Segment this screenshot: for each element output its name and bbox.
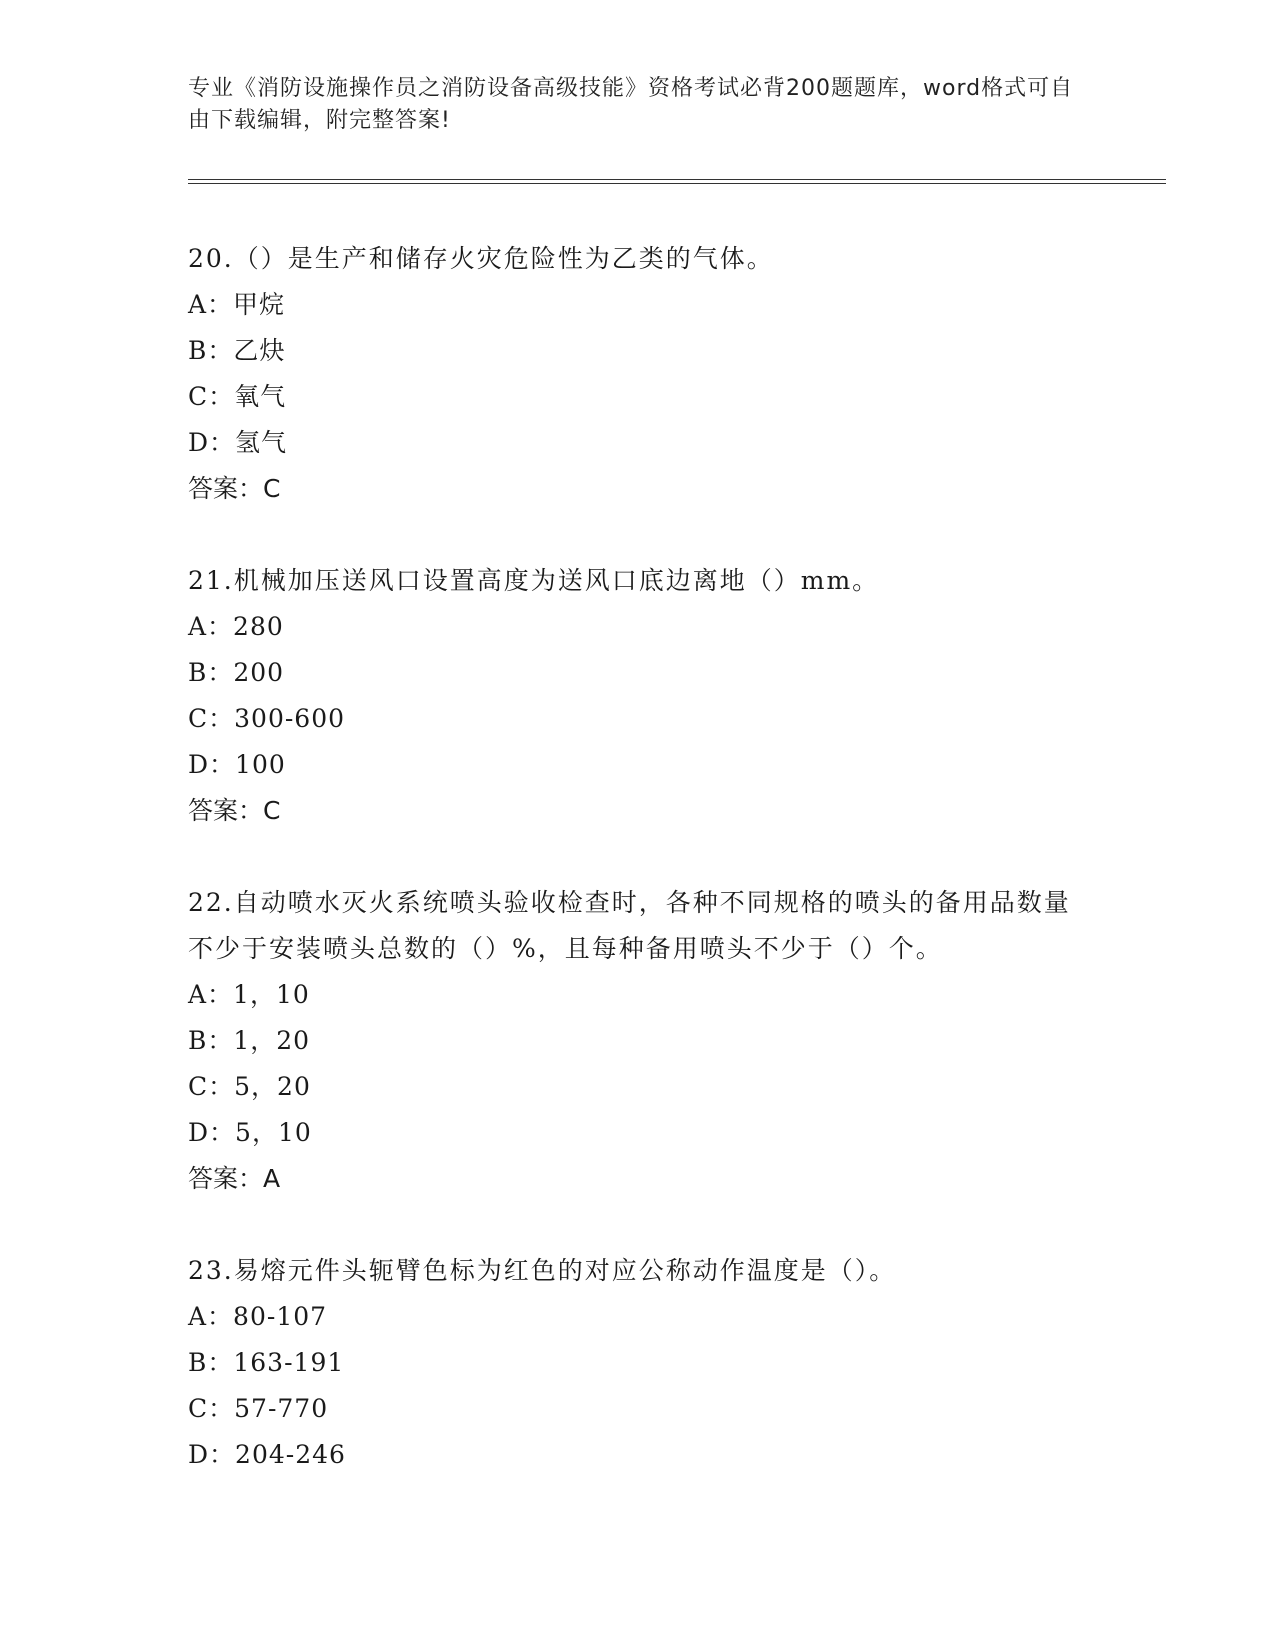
option-b: B：163-191 xyxy=(188,1348,345,1377)
option-c: C：57-770 xyxy=(188,1394,329,1423)
question-stem: 20.（）是生产和储存火灾危险性为乙类的气体。 xyxy=(188,244,774,273)
question-22 xyxy=(188,880,1088,1202)
option-b: B：1，20 xyxy=(188,1026,311,1055)
option-a: A：280 xyxy=(188,612,284,641)
option-a: A：80-107 xyxy=(188,1302,328,1331)
option-b: B：200 xyxy=(188,658,285,687)
option-b: B：乙炔 xyxy=(188,336,286,365)
question-20 xyxy=(188,236,1088,512)
option-a: A：甲烷 xyxy=(188,290,286,319)
header-divider xyxy=(188,179,1166,184)
option-c: C：300-600 xyxy=(188,704,346,733)
question-21 xyxy=(188,558,1088,834)
question-stem: 23.易熔元件头轭臂色标为红色的对应公称动作温度是（）。 xyxy=(188,1256,897,1285)
option-c: C：5，20 xyxy=(188,1072,311,1101)
option-d: D：氢气 xyxy=(188,428,288,457)
option-d: D：5，10 xyxy=(188,1118,312,1147)
answer-line: 答案：C xyxy=(188,796,281,825)
option-d: D：100 xyxy=(188,750,286,779)
document-header: 专业《消防设施操作员之消防设备高级技能》资格考试必背200题题库，word格式可自由下载编辑，附完整答案! xyxy=(188,76,1074,133)
question-stem: 21.机械加压送风口设置高度为送风口底边离地（）mm。 xyxy=(188,566,880,595)
answer-line: 答案：C xyxy=(188,474,281,503)
option-c: C：氧气 xyxy=(188,382,287,411)
option-d: D：204-246 xyxy=(188,1440,346,1469)
answer-line: 答案：A xyxy=(188,1164,281,1193)
question-23 xyxy=(188,1248,1088,1478)
question-stem: 22.自动喷水灭火系统喷头验收检查时，各种不同规格的喷头的备用品数量不少于安装喷头总数的（）%，且每种备用喷头不少于（）个。 xyxy=(188,888,1071,963)
option-a: A：1，10 xyxy=(188,980,310,1009)
